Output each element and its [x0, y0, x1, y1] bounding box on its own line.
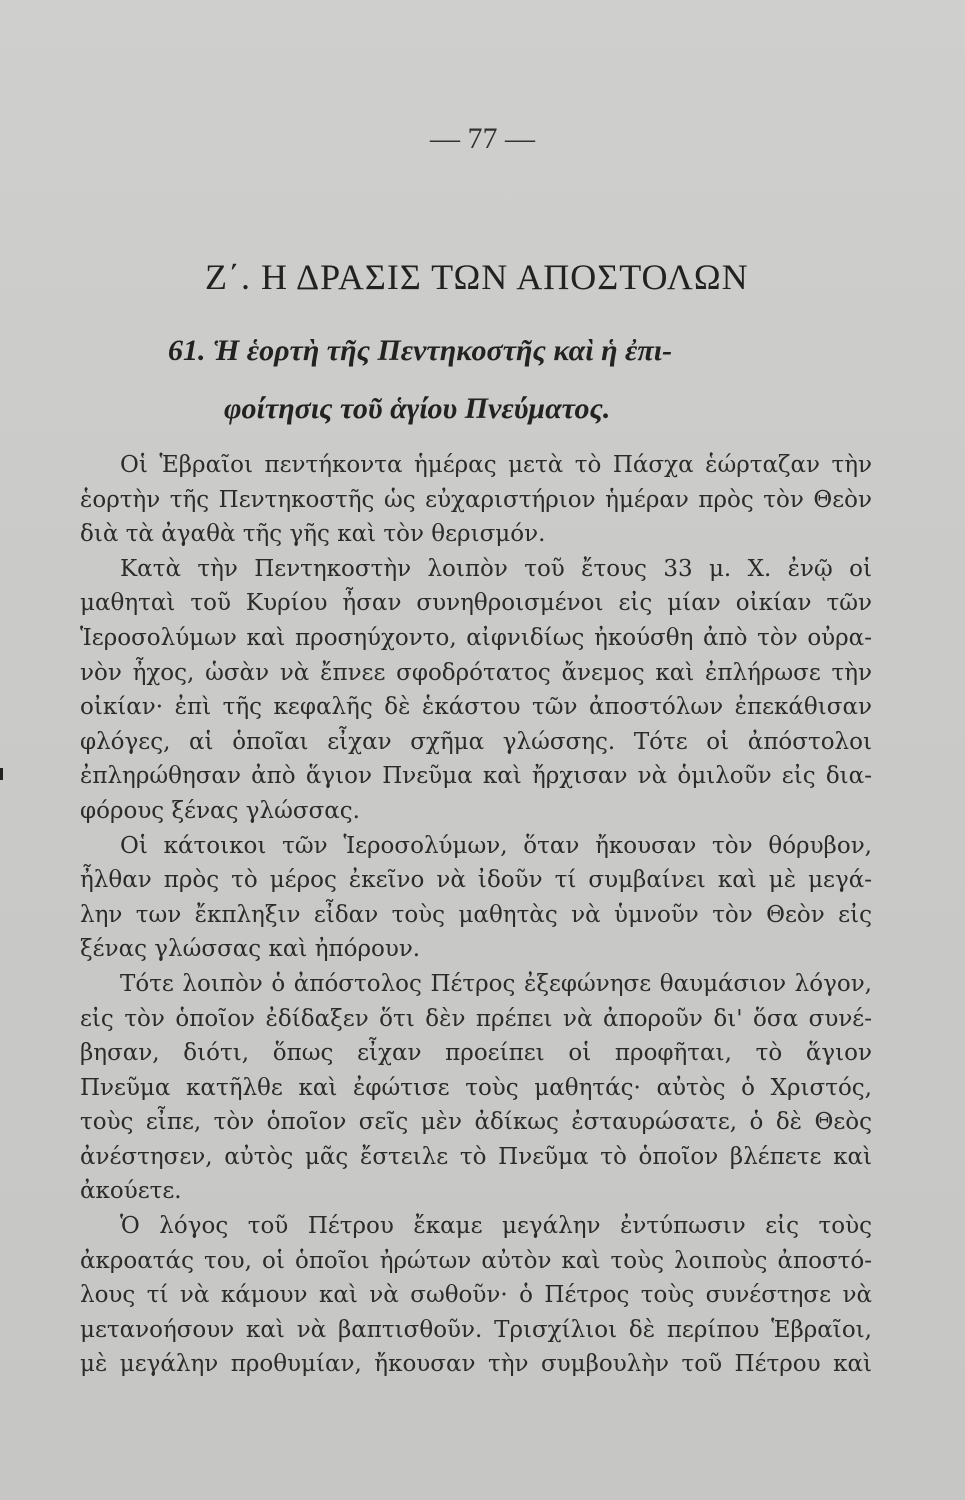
text-line: λην των ἔκπληξιν εἶδαν τοὺς μαθητὰς νὰ ὑμνοῦν τὸν Θεὸν εἰς: [80, 901, 872, 928]
section-title-line-2: φοίτησις τοῦ ἁγίου Πνεύματος.: [224, 392, 611, 425]
text-line: Οἱ Ἑβραῖοι πεντήκοντα ἡμέρας μετὰ τὸ Πάσχα ἑώρταζαν τὴν: [120, 452, 872, 478]
text-line: λους τί νὰ κάμουν καὶ νὰ σωθοῦν· ὁ Πέτρος τοὺς συνέστησε νὰ: [80, 1282, 872, 1309]
text-line: διὰ τὰ ἀγαθὰ τῆς γῆς καὶ τὸν θερισμόν.: [80, 521, 546, 548]
text-line: μετανοήσουν καὶ νὰ βαπτισθοῦν. Τρισχίλιοι δὲ περίπου Ἑβραῖοι,: [80, 1316, 872, 1343]
text-line: ἦλθαν πρὸς τὸ μέρος ἐκεῖνο νὰ ἰδοῦν τί συμβαίνει καὶ μὲ μεγά-: [80, 867, 872, 894]
text-line: Ὁ λόγος τοῦ Πέτρου ἔκαμε μεγάλην ἐντύπωσιν εἰς τοὺς: [120, 1213, 872, 1240]
chapter-title: Ζ΄. Η ΔΡΑΣΙΣ ΤΩΝ ΑΠΟΣΤΟΛΩΝ: [205, 257, 749, 297]
text-line: εἰς τὸν ὁποῖον ἐδίδαξεν ὅτι δὲν πρέπει νὰ ἀποροῦν δι' ὅσα συνέ-: [80, 1005, 872, 1032]
text-line: ἀκροατάς του, οἱ ὁποῖοι ἠρώτων αὐτὸν καὶ τοὺς λοιποὺς ἀποστό-: [80, 1247, 872, 1274]
text-line: νὸν ἦχος, ὡσὰν νὰ ἔπνεε σφοδρότατος ἄνεμος καὶ ἐπλήρωσε τὴν: [80, 659, 872, 686]
page-number: — 77 —: [430, 122, 535, 155]
text-line: ἀκούετε.: [80, 1178, 182, 1205]
text-line: Πνεῦμα κατῆλθε καὶ ἐφώτισε τοὺς μαθητάς· αὐτὸς ὁ Χριστός,: [80, 1074, 872, 1101]
text-line: Κατὰ τὴν Πεντηκοστὴν λοιπὸν τοῦ ἔτους 33 μ. Χ. ἐνῷ οἱ: [120, 555, 872, 582]
text-line: Τότε λοιπὸν ὁ ἀπόστολος Πέτρος ἐξεφώνησε θαυμάσιον λόγον,: [120, 970, 872, 997]
text-line: Οἱ κάτοικοι τῶν Ἱεροσολύμων, ὅταν ἤκουσαν τὸν θόρυβον,: [120, 832, 872, 859]
text-line: φόρους ξένας γλώσσας.: [80, 797, 360, 824]
text-line: ἑορτὴν τῆς Πεντηκοστῆς ὡς εὐχαριστήριον ἡμέραν πρὸς τὸν Θεὸν: [80, 486, 872, 513]
section-title: [168, 322, 818, 438]
text-line: τοὺς εἶπε, τὸν ὁποῖον σεῖς μὲν ἀδίκως ἐσταυρώσατε, ὁ δὲ Θεὸς: [80, 1109, 872, 1136]
text-line: μαθηταὶ τοῦ Κυρίου ἦσαν συνηθροισμένοι εἰς μίαν οἰκίαν τῶν: [80, 590, 872, 617]
section-title-line-1: 61. Ἡ ἑορτὴ τῆς Πεντηκοστῆς καὶ ἡ ἐπι-: [168, 334, 673, 367]
text-line: ἐπληρώθησαν ἀπὸ ἅγιον Πνεῦμα καὶ ἤρχισαν νὰ ὁμιλοῦν εἰς δια-: [80, 763, 872, 790]
page-edge-mark: [0, 768, 3, 780]
text-line: φλόγες, αἱ ὁποῖαι εἶχαν σχῆμα γλώσσης. Τότε οἱ ἀπόστολοι: [80, 728, 872, 755]
text-line: οἰκίαν· ἐπὶ τῆς κεφαλῆς δὲ ἑκάστου τῶν ἀποστόλων ἐπεκάθισαν: [80, 694, 872, 721]
text-line: ξένας γλώσσας καὶ ἠπόρουν.: [80, 936, 421, 963]
text-line: ἀνέστησεν, αὐτὸς μᾶς ἔστειλε τὸ Πνεῦμα τὸ ὁποῖον βλέπετε καὶ: [80, 1143, 872, 1170]
body-text: [80, 448, 872, 1382]
text-line: Ἱεροσολύμων καὶ προσηύχοντο, αἰφνιδίως ἠκούσθη ἀπὸ τὸν οὐρα-: [80, 624, 872, 651]
text-line: μὲ μεγάλην προθυμίαν, ἤκουσαν τὴν συμβουλὴν τοῦ Πέτρου καὶ: [80, 1351, 872, 1378]
text-line: βησαν, διότι, ὅπως εἶχαν προείπει οἱ προφῆται, τὸ ἅγιον: [80, 1040, 872, 1067]
